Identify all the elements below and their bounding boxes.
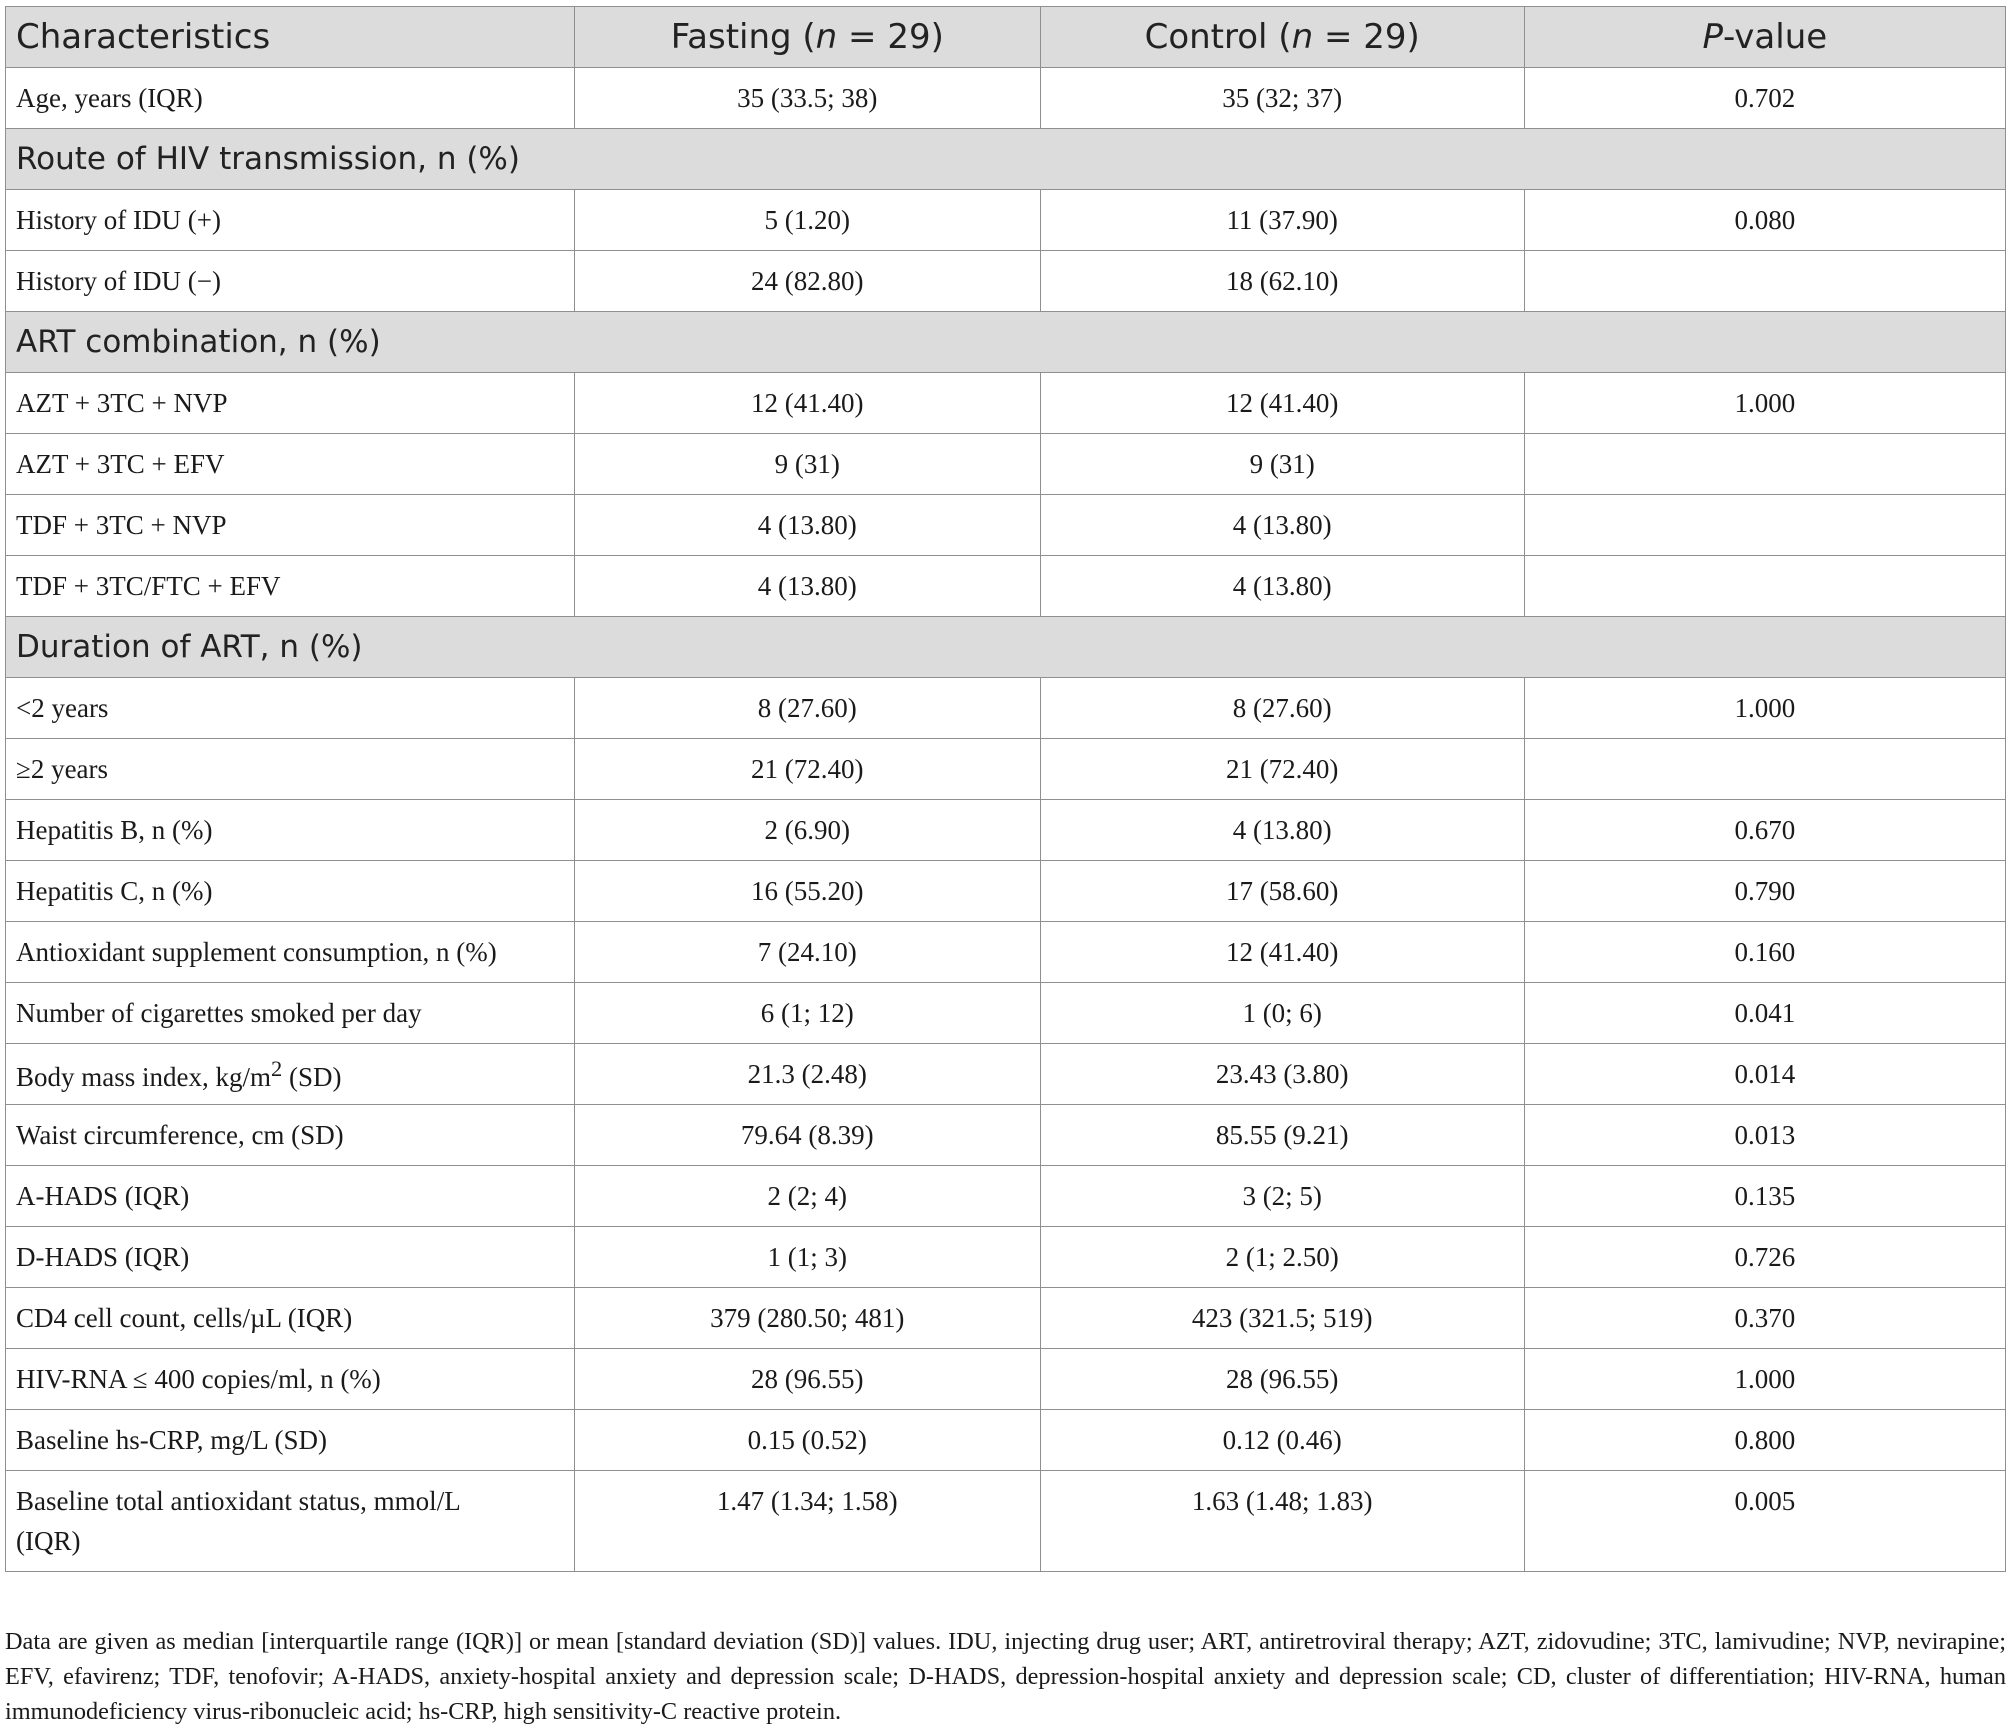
fasting-value: 16 (55.20) — [574, 861, 1040, 922]
table-header — [6, 7, 2006, 68]
table-footnote: Data are given as median [interquartile range (IQR)] or mean [standard deviation (SD)] values. IDU, injecting drug user; ART, antiretroviral therapy; AZT, zidovudine; 3TC, lamivudine; NVP, nevirapine; EFV, efavirenz; TDF, tenofovir; A-HADS, anxiety-hospital anxiety and depression scale; D-HADS, depression-hospital anxiety and depression scale; CD, cluster of differentiation; HIV-RNA, human immunodeficiency virus-ribonucleic acid; hs-CRP, high sensitivity-C reactive protein. — [5, 1628, 2006, 1725]
control-value: 28 (96.55) — [1040, 1349, 1524, 1410]
control-value: 8 (27.60) — [1040, 678, 1524, 739]
row-label-text: TDF + 3TC + NVP — [16, 509, 227, 540]
row-label-text: A-HADS (IQR) — [16, 1180, 190, 1211]
fasting-value: 9 (31) — [574, 434, 1040, 495]
row-label — [6, 190, 575, 251]
control-value: 423 (321.5; 519) — [1040, 1288, 1524, 1349]
header-p-value — [1524, 7, 2005, 68]
fasting-value: 4 (13.80) — [574, 556, 1040, 617]
header-control — [1040, 7, 1524, 68]
row-label-suffix: (SD) — [282, 1061, 342, 1092]
control-value: 35 (32; 37) — [1040, 68, 1524, 129]
row-label — [6, 68, 575, 129]
p-value: 0.726 — [1524, 1227, 2005, 1288]
control-value: 3 (2; 5) — [1040, 1166, 1524, 1227]
row-label — [6, 1410, 575, 1471]
table-body — [6, 68, 2006, 1572]
header-fasting-pre: Fasting ( — [670, 17, 816, 57]
row-label — [6, 373, 575, 434]
table-row — [6, 800, 2006, 861]
header-control-post: = 29) — [1313, 17, 1420, 57]
section-label: Route of HIV transmission, n (%) — [6, 129, 2006, 190]
characteristics-table — [5, 6, 2006, 1572]
row-label — [6, 556, 575, 617]
fasting-value: 1.47 (1.34; 1.58) — [574, 1471, 1040, 1572]
p-value: 0.080 — [1524, 190, 2005, 251]
row-label-text: History of IDU (+) — [16, 204, 221, 235]
control-value: 18 (62.10) — [1040, 251, 1524, 312]
fasting-value: 12 (41.40) — [574, 373, 1040, 434]
row-label — [6, 983, 575, 1044]
control-value: 0.12 (0.46) — [1040, 1410, 1524, 1471]
table-row — [6, 1349, 2006, 1410]
control-value: 4 (13.80) — [1040, 556, 1524, 617]
row-label-text: History of IDU (−) — [16, 265, 221, 296]
p-value: 0.370 — [1524, 1288, 2005, 1349]
control-value: 17 (58.60) — [1040, 861, 1524, 922]
p-value: 1.000 — [1524, 678, 2005, 739]
row-label-text: Number of cigarettes smoked per day — [16, 997, 422, 1028]
p-value: 1.000 — [1524, 373, 2005, 434]
row-label — [6, 1288, 575, 1349]
control-value: 21 (72.40) — [1040, 739, 1524, 800]
control-value: 12 (41.40) — [1040, 922, 1524, 983]
p-value — [1524, 495, 2005, 556]
control-value: 9 (31) — [1040, 434, 1524, 495]
control-value: 85.55 (9.21) — [1040, 1105, 1524, 1166]
table-row — [6, 556, 2006, 617]
row-label — [6, 1227, 575, 1288]
section-row — [6, 312, 2006, 373]
section-row — [6, 129, 2006, 190]
fasting-value: 35 (33.5; 38) — [574, 68, 1040, 129]
row-label-text: Hepatitis B, n (%) — [16, 814, 213, 845]
header-row — [6, 7, 2006, 68]
header-control-n: n — [1291, 17, 1314, 57]
p-value: 0.800 — [1524, 1410, 2005, 1471]
section-row — [6, 617, 2006, 678]
row-label-text: D-HADS (IQR) — [16, 1241, 190, 1272]
p-value: 0.013 — [1524, 1105, 2005, 1166]
table-row — [6, 251, 2006, 312]
table-row — [6, 1044, 2006, 1105]
table-row — [6, 190, 2006, 251]
p-value: 0.005 — [1524, 1471, 2005, 1572]
row-label — [6, 251, 575, 312]
fasting-value: 2 (6.90) — [574, 800, 1040, 861]
header-p-letter: P — [1702, 17, 1723, 57]
table-row — [6, 739, 2006, 800]
table-row — [6, 861, 2006, 922]
fasting-value: 1 (1; 3) — [574, 1227, 1040, 1288]
control-value: 1 (0; 6) — [1040, 983, 1524, 1044]
table-row — [6, 1166, 2006, 1227]
row-label — [6, 739, 575, 800]
header-p-rest: -value — [1722, 17, 1828, 57]
fasting-value: 5 (1.20) — [574, 190, 1040, 251]
row-label — [6, 678, 575, 739]
p-value: 0.135 — [1524, 1166, 2005, 1227]
fasting-value: 24 (82.80) — [574, 251, 1040, 312]
control-value: 4 (13.80) — [1040, 800, 1524, 861]
table-row — [6, 1410, 2006, 1471]
table-row — [6, 68, 2006, 129]
p-value: 0.014 — [1524, 1044, 2005, 1105]
table-row — [6, 373, 2006, 434]
fasting-value: 4 (13.80) — [574, 495, 1040, 556]
row-label — [6, 1166, 575, 1227]
table-row — [6, 495, 2006, 556]
section-label: ART combination, n (%) — [6, 312, 2006, 373]
fasting-value: 21.3 (2.48) — [574, 1044, 1040, 1105]
row-label-text: Age, years (IQR) — [16, 82, 203, 113]
control-value: 1.63 (1.48; 1.83) — [1040, 1471, 1524, 1572]
p-value: 0.702 — [1524, 68, 2005, 129]
row-label-text: Antioxidant supplement consumption, n (%) — [16, 936, 497, 967]
row-label — [6, 1471, 575, 1572]
control-value: 2 (1; 2.50) — [1040, 1227, 1524, 1288]
control-value: 4 (13.80) — [1040, 495, 1524, 556]
row-label — [6, 495, 575, 556]
header-characteristics: Characteristics — [6, 7, 575, 68]
row-label — [6, 1044, 575, 1105]
row-label-superscript: 2 — [271, 1055, 283, 1081]
fasting-value: 28 (96.55) — [574, 1349, 1040, 1410]
p-value: 1.000 — [1524, 1349, 2005, 1410]
row-label — [6, 1105, 575, 1166]
row-label-text: Body mass index, kg/m — [16, 1061, 271, 1092]
row-label-text: AZT + 3TC + NVP — [16, 387, 228, 418]
row-label — [6, 800, 575, 861]
row-label — [6, 861, 575, 922]
fasting-value: 379 (280.50; 481) — [574, 1288, 1040, 1349]
fasting-value: 21 (72.40) — [574, 739, 1040, 800]
table-row — [6, 1288, 2006, 1349]
table-row — [6, 1227, 2006, 1288]
row-label-text: Hepatitis C, n (%) — [16, 875, 213, 906]
table-row — [6, 1105, 2006, 1166]
fasting-value: 7 (24.10) — [574, 922, 1040, 983]
header-control-pre: Control ( — [1144, 17, 1292, 57]
section-label: Duration of ART, n (%) — [6, 617, 2006, 678]
p-value: 0.041 — [1524, 983, 2005, 1044]
header-fasting-n: n — [815, 17, 838, 57]
row-label-line2: (IQR) — [16, 1526, 81, 1556]
p-value: 0.790 — [1524, 861, 2005, 922]
table-row — [6, 434, 2006, 495]
fasting-value: 0.15 (0.52) — [574, 1410, 1040, 1471]
control-value: 11 (37.90) — [1040, 190, 1524, 251]
header-fasting — [574, 7, 1040, 68]
row-label-text: Waist circumference, cm (SD) — [16, 1119, 344, 1150]
row-label-text: ≥2 years — [16, 753, 109, 784]
control-value: 12 (41.40) — [1040, 373, 1524, 434]
fasting-value: 2 (2; 4) — [574, 1166, 1040, 1227]
fasting-value: 79.64 (8.39) — [574, 1105, 1040, 1166]
p-value — [1524, 434, 2005, 495]
row-label-text: AZT + 3TC + EFV — [16, 448, 225, 479]
row-label-text: Baseline hs-CRP, mg/L (SD) — [16, 1424, 328, 1455]
header-fasting-post: = 29) — [837, 17, 944, 57]
row-label-text: TDF + 3TC/FTC + EFV — [16, 570, 281, 601]
row-label-text: CD4 cell count, cells/µL (IQR) — [16, 1302, 353, 1333]
p-value: 0.670 — [1524, 800, 2005, 861]
p-value: 0.160 — [1524, 922, 2005, 983]
fasting-value: 8 (27.60) — [574, 678, 1040, 739]
row-label-text: <2 years — [16, 692, 109, 723]
p-value — [1524, 251, 2005, 312]
table-row — [6, 983, 2006, 1044]
row-label — [6, 1349, 575, 1410]
table-row — [6, 922, 2006, 983]
fasting-value: 6 (1; 12) — [574, 983, 1040, 1044]
control-value: 23.43 (3.80) — [1040, 1044, 1524, 1105]
row-label — [6, 922, 575, 983]
p-value — [1524, 556, 2005, 617]
row-label-text: HIV-RNA ≤ 400 copies/ml, n (%) — [16, 1363, 381, 1394]
p-value — [1524, 739, 2005, 800]
table-row — [6, 678, 2006, 739]
characteristics-table-container — [5, 6, 2006, 1572]
table-row — [6, 1471, 2006, 1572]
row-label — [6, 434, 575, 495]
row-label-text: Baseline total antioxidant status, mmol/L — [16, 1486, 461, 1516]
